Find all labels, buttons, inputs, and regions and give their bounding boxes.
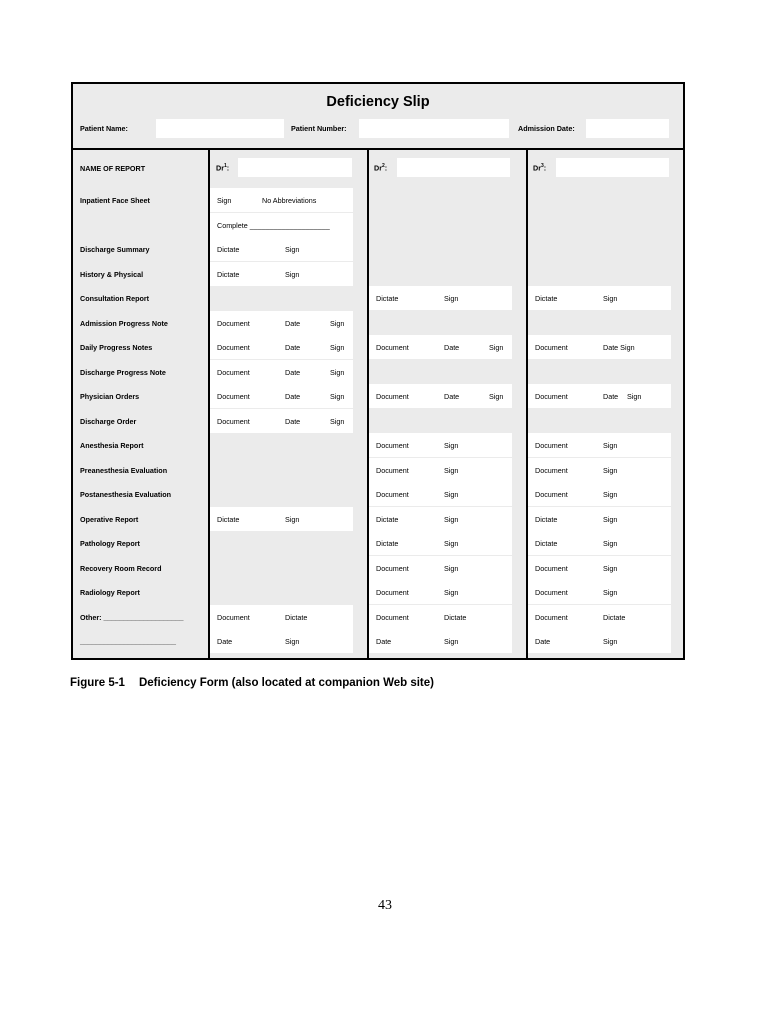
doctor-1-requirement-cell[interactable] [210, 311, 353, 335]
report-row [73, 482, 683, 506]
requirement-item: Date [285, 318, 301, 328]
report-name: Preanesthesia Evaluation [80, 465, 168, 475]
requirement-item: Date [444, 343, 460, 352]
requirement-item: Sign [444, 588, 459, 597]
figure-number: Figure 5-1 [70, 677, 125, 689]
doctor-2-requirement-cell[interactable] [369, 482, 512, 506]
requirement-item: Document [217, 367, 250, 377]
report-row [73, 580, 683, 604]
doctor-2-requirement-cell[interactable] [369, 335, 512, 359]
requirement-item: Sign [285, 637, 300, 646]
requirement-item: Document [535, 563, 568, 573]
doctor-3-requirement-cell[interactable] [528, 384, 671, 408]
doctor-2-requirement-cell[interactable] [369, 629, 512, 653]
report-row [73, 531, 683, 555]
report-name: Admission Progress Note [80, 318, 168, 328]
requirement-item: Date [535, 637, 551, 646]
report-row [73, 188, 683, 212]
requirement-item: Sign [285, 514, 300, 524]
requirement-item: Sign [285, 269, 300, 279]
patient-number-field[interactable] [359, 119, 509, 138]
doctor-3-requirement-cell[interactable] [528, 629, 671, 653]
requirement-item: Document [217, 392, 250, 401]
requirement-item: Sign [444, 539, 459, 548]
report-name: Pathology Report [80, 539, 140, 548]
requirement-item: Sign [603, 441, 618, 450]
requirement-item: Date [217, 637, 233, 646]
requirement-item: Dictate [217, 269, 240, 279]
requirement-item: Dictate [376, 514, 399, 524]
report-name: History & Physical [80, 269, 144, 279]
name-of-report-header: NAME OF REPORT [80, 164, 146, 173]
doctor-3-requirement-cell[interactable] [528, 458, 671, 482]
requirement-item: Document [535, 343, 568, 352]
requirement-item: Sign [330, 318, 345, 328]
requirement-item: Sign [489, 392, 504, 401]
requirement-item: Dictate [217, 245, 240, 254]
report-name: Postanesthesia Evaluation [80, 490, 172, 499]
column-divider [367, 148, 369, 658]
report-name: Discharge Order [80, 416, 137, 426]
doctor-1-requirement-cell[interactable] [210, 384, 353, 408]
page-number: 43 [378, 898, 392, 913]
report-row [73, 286, 683, 310]
doctor-1-requirement-cell[interactable] [210, 629, 353, 653]
requirement-item: Date [444, 392, 460, 401]
report-row [73, 507, 683, 531]
requirement-item: Document [535, 465, 568, 475]
doctor-2-requirement-cell[interactable] [369, 531, 512, 555]
requirement-item: Document [376, 392, 409, 401]
doctor-1-requirement-cell[interactable] [210, 335, 353, 359]
requirement-item: Dictate [444, 612, 467, 622]
requirement-item: Document [376, 343, 409, 352]
doctor-1-requirement-cell[interactable] [210, 507, 353, 531]
doctor-3-label: Dr$^3$: [533, 163, 547, 173]
requirement-item: Document [217, 416, 250, 426]
requirement-item: Sign [603, 294, 618, 303]
requirement-item: Sign [603, 637, 618, 646]
report-row [73, 433, 683, 457]
doctor-2-requirement-cell[interactable] [369, 433, 512, 457]
requirement-item: Sign [603, 539, 618, 548]
requirement-item: Sign [603, 514, 618, 524]
requirement-item: Document [376, 441, 409, 450]
doctor-1-field[interactable] [238, 158, 352, 177]
patient-name-label: Patient Name: [80, 124, 128, 133]
requirement-item: No Abbreviations [262, 196, 317, 205]
requirement-item: Document [217, 318, 250, 328]
report-row [73, 213, 683, 237]
report-name: Discharge Progress Note [80, 367, 166, 377]
requirement-item: Sign [444, 563, 459, 573]
doctor-2-requirement-cell[interactable] [369, 580, 512, 604]
requirement-item: Sign [330, 367, 345, 377]
form-title: Deficiency Slip [326, 94, 430, 110]
doctor-1-requirement-cell[interactable] [210, 237, 353, 261]
figure-title: Deficiency Form (also located at companion Web site) [138, 677, 434, 689]
requirement-item: Document [535, 588, 568, 597]
requirement-item: Sign [217, 196, 232, 205]
requirement-item: Dictate [535, 294, 558, 303]
requirement-item: Sign [330, 392, 345, 401]
requirement-item: Dictate [535, 539, 558, 548]
requirement-item: Document [535, 490, 568, 499]
doctor-2-requirement-cell[interactable] [369, 286, 512, 310]
requirement-item: Document [376, 465, 409, 475]
requirement-item: Date [376, 637, 392, 646]
doctor-3-requirement-cell[interactable] [528, 556, 671, 580]
report-name: Inpatient Face Sheet [80, 196, 150, 205]
requirement-item: Dictate [285, 612, 308, 622]
report-row [73, 629, 683, 653]
doctor-3-requirement-cell[interactable] [528, 507, 671, 531]
deficiency-slip-form [71, 82, 685, 660]
requirement-item: Sign [330, 416, 345, 426]
requirement-item: Dictate [376, 294, 399, 303]
requirement-item: Date [285, 343, 301, 352]
requirement-item: Date [285, 416, 301, 426]
report-name: Other: ____________________ [80, 612, 184, 622]
requirement-item: Sign [444, 637, 459, 646]
report-row [73, 409, 683, 433]
requirement-item: Dictate [603, 612, 626, 622]
requirement-item: Sign [444, 294, 459, 303]
requirement-item: Document [535, 392, 568, 401]
requirement-item: Sign [444, 465, 459, 475]
doctor-3-requirement-cell[interactable] [528, 433, 671, 457]
doctor-2-requirement-cell[interactable] [369, 556, 512, 580]
doctor-3-requirement-cell[interactable] [528, 605, 671, 629]
requirement-item: Sign [603, 465, 618, 475]
requirement-item: Sign [489, 343, 504, 352]
doctor-1-label: Dr$^1$: [216, 163, 230, 173]
requirement-item: Document [376, 612, 409, 622]
report-row [73, 360, 683, 384]
report-name: Anesthesia Report [80, 441, 144, 450]
requirement-item: Sign [603, 588, 618, 597]
doctor-1-requirement-cell[interactable] [210, 213, 353, 237]
requirement-item: Document [217, 343, 250, 352]
requirement-item: Document [376, 563, 409, 573]
column-divider [208, 148, 210, 658]
report-name: Operative Report [80, 514, 139, 524]
requirement-item: Complete ____________________ [217, 220, 330, 230]
report-name: ________________________ [80, 637, 176, 646]
report-row [73, 237, 683, 261]
report-row [73, 384, 683, 408]
doctor-2-requirement-cell[interactable] [369, 384, 512, 408]
report-row [73, 458, 683, 482]
doctor-2-field[interactable] [397, 158, 510, 177]
requirement-item: Sign [603, 490, 618, 499]
doctor-1-requirement-cell[interactable] [210, 360, 353, 384]
requirement-item: Sign [444, 514, 459, 524]
requirement-item: Document [535, 441, 568, 450]
patient-number-label: Patient Number: [291, 124, 347, 133]
doctor-3-requirement-cell[interactable] [528, 286, 671, 310]
requirement-item: Sign [603, 563, 618, 573]
report-name: Physician Orders [80, 392, 140, 401]
report-row [73, 556, 683, 580]
requirement-item: Sign [444, 490, 459, 499]
report-row [73, 311, 683, 335]
doctor-3-requirement-cell[interactable] [528, 335, 671, 359]
doctor-1-requirement-cell[interactable] [210, 188, 353, 212]
patient-name-field[interactable] [156, 119, 284, 138]
requirement-item: Date [285, 367, 301, 377]
doctor-3-requirement-cell[interactable] [528, 482, 671, 506]
report-row [73, 335, 683, 359]
requirement-item: Date Sign [603, 343, 635, 352]
doctor-3-requirement-cell[interactable] [528, 531, 671, 555]
doctor-3-field[interactable] [556, 158, 669, 177]
doctor-3-requirement-cell[interactable] [528, 580, 671, 604]
report-name: Discharge Summary [80, 245, 150, 254]
requirement-item: Sign [627, 392, 642, 401]
doctor-2-requirement-cell[interactable] [369, 458, 512, 482]
report-name: Consultation Report [80, 294, 150, 303]
admission-date-label: Admission Date: [518, 124, 575, 133]
requirement-item: Sign [285, 245, 300, 254]
requirement-item: Document [376, 588, 409, 597]
admission-date-field[interactable] [586, 119, 669, 138]
requirement-item: Dictate [217, 514, 240, 524]
requirement-item: Document [217, 612, 250, 622]
doctor-1-requirement-cell[interactable] [210, 605, 353, 629]
report-name: Recovery Room Record [80, 563, 162, 573]
requirement-item: Document [376, 490, 409, 499]
doctor-1-requirement-cell[interactable] [210, 409, 353, 433]
report-row [73, 605, 683, 629]
requirement-item: Sign [330, 343, 345, 352]
report-name: Radiology Report [80, 588, 140, 597]
column-divider [526, 148, 528, 658]
report-name: Daily Progress Notes [80, 343, 153, 352]
requirement-item: Date [603, 392, 619, 401]
doctor-2-requirement-cell[interactable] [369, 507, 512, 531]
requirement-item: Sign [444, 441, 459, 450]
requirement-item: Dictate [535, 514, 558, 524]
header-divider [73, 148, 683, 150]
doctor-2-requirement-cell[interactable] [369, 605, 512, 629]
requirement-item: Document [535, 612, 568, 622]
doctor-2-label: Dr$^2$: [374, 163, 388, 173]
requirement-item: Date [285, 392, 301, 401]
report-row [73, 262, 683, 286]
doctor-1-requirement-cell[interactable] [210, 262, 353, 286]
figure-caption [70, 677, 434, 689]
requirement-item: Dictate [376, 539, 399, 548]
